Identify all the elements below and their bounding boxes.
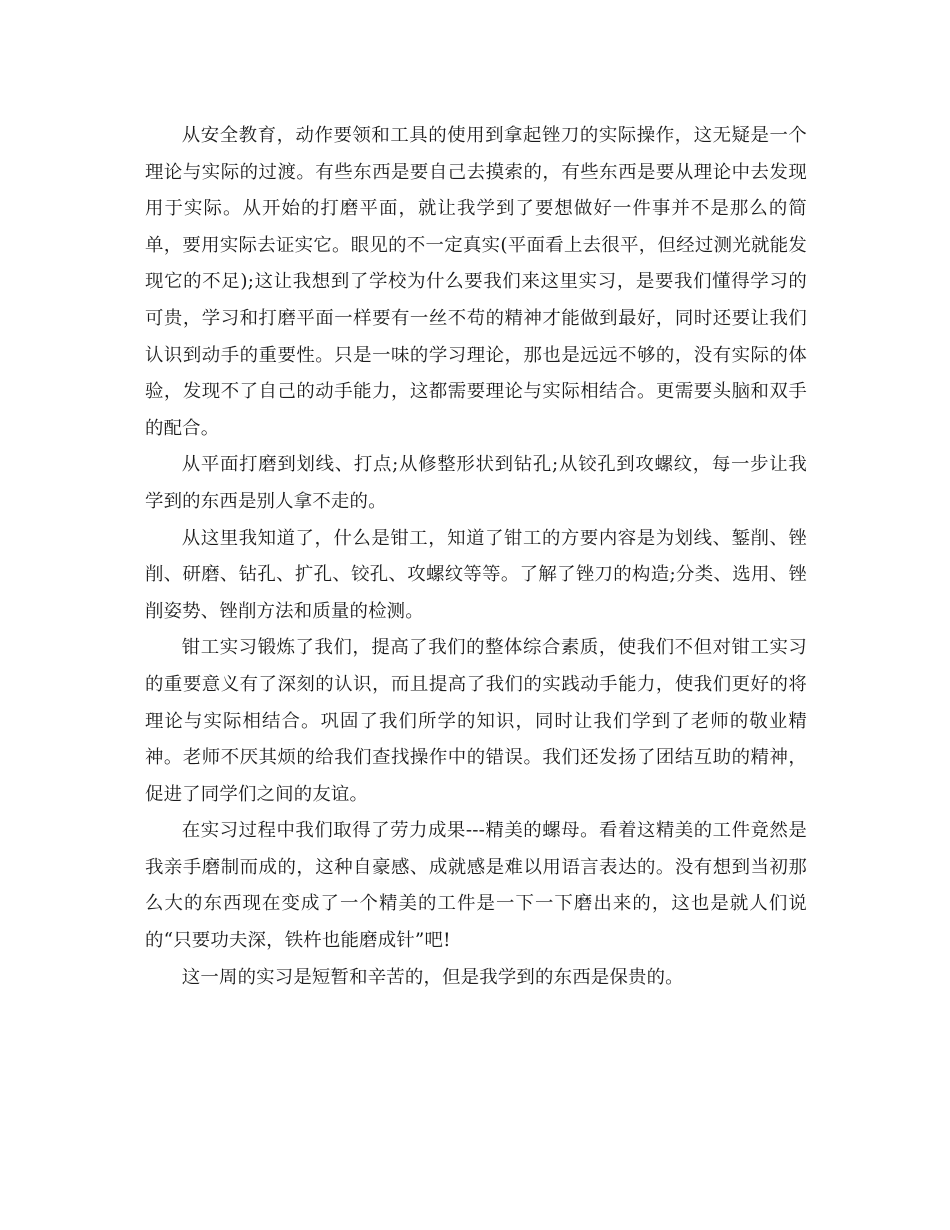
paragraph-5: 在实习过程中我们取得了劳力成果---精美的螺母。看着这精美的工件竟然是我亲手磨制而成的，这种自豪感、成就感是难以用语言表达的。没有想到当初那么大的东西现在变成了一个精美的工件是一下一下磨出来的，这也是就人们说的“只要功夫深，铁杵也能磨成针”吧! bbox=[145, 820, 807, 952]
document-body bbox=[145, 118, 807, 996]
paragraph-2: 从平面打磨到划线、打点;从修整形状到钻孔;从铰孔到攻螺纹，每一步让我学到的东西是别人拿不走的。 bbox=[145, 454, 807, 512]
paragraph-1: 从安全教育，动作要领和工具的使用到拿起锉刀的实际操作，这无疑是一个理论与实际的过渡。有些东西是要自己去摸索的，有些东西是要从理论中去发现用于实际。从开始的打磨平面，就让我学到了要想做好一件事并不是那么的简单，要用实际去证实它。眼见的不一定真实(平面看上去很平，但经过测光就能发现它的不足);这让我想到了学校为什么要我们来这里实习，是要我们懂得学习的可贵，学习和打磨平面一样要有一丝不苟的精神才能做到最好，同时还要让我们认识到动手的重要性。只是一味的学习理论，那也是远远不够的，没有实际的体验，发现不了自己的动手能力，这都需要理论与实际相结合。更需要头脑和双手的配合。 bbox=[145, 125, 807, 439]
paragraph-6: 这一周的实习是短暂和辛苦的，但是我学到的东西是保贵的。 bbox=[181, 966, 684, 988]
paragraph-4: 钳工实习锻炼了我们，提高了我们的整体综合素质，使我们不但对钳工实习的重要意义有了深刻的认识，而且提高了我们的实践动手能力，使我们更好的将理论与实际相结合。巩固了我们所学的知识，同时让我们学到了老师的敬业精神。老师不厌其烦的给我们查找操作中的错误。我们还发扬了团结互助的精神，促进了同学们之间的友谊。 bbox=[145, 637, 807, 805]
paragraph-3: 从这里我知道了，什么是钳工，知道了钳工的方要内容是为划线、錾削、锉削、研磨、钻孔、扩孔、铰孔、攻螺纹等等。了解了锉刀的构造;分类、选用、锉削姿势、锉削方法和质量的检测。 bbox=[145, 527, 807, 622]
